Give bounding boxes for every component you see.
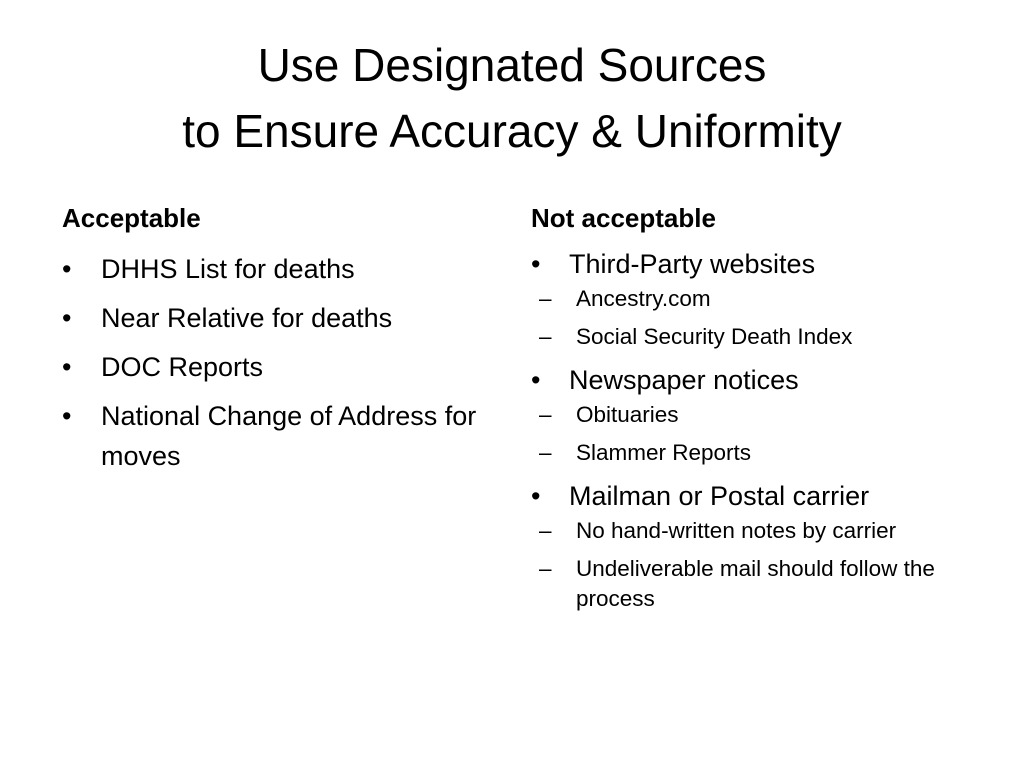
dash-icon: – <box>539 556 552 581</box>
sub-list <box>531 400 991 468</box>
acceptable-column <box>62 198 502 485</box>
list-item-label: Third-Party websites <box>569 249 816 279</box>
not-acceptable-column <box>531 198 991 622</box>
bullet-icon: • <box>531 481 541 511</box>
list-item-label: DOC Reports <box>101 352 264 382</box>
list-item <box>62 396 502 476</box>
list-item <box>62 298 502 338</box>
sub-list-item-label: Ancestry.com <box>576 286 711 311</box>
list-item <box>62 249 502 289</box>
acceptable-heading: Acceptable <box>62 203 201 233</box>
slide-title-line-1: Use Designated Sources <box>257 39 767 91</box>
sub-list-item-label: Obituaries <box>576 402 679 427</box>
sub-list-item <box>531 516 991 546</box>
sub-list-item <box>531 284 991 314</box>
not-acceptable-heading: Not acceptable <box>531 203 716 233</box>
dash-icon: – <box>539 286 552 311</box>
list-item-label: Near Relative for deaths <box>101 303 393 333</box>
dash-icon: – <box>539 402 552 427</box>
bullet-icon: • <box>531 249 541 279</box>
dash-icon: – <box>539 518 552 543</box>
bullet-icon: • <box>62 303 72 333</box>
bullet-icon: • <box>531 365 541 395</box>
list-item-label: Mailman or Postal carrier <box>569 481 870 511</box>
sub-list-container <box>531 516 991 614</box>
sub-list-item-label: Social Security Death Index <box>576 324 853 349</box>
sub-list-item-label: Undeliverable mail should follow the process <box>576 556 935 611</box>
sub-list-item <box>531 400 991 430</box>
sub-list-item <box>531 554 991 614</box>
list-item <box>62 347 502 387</box>
sub-list-item <box>531 322 991 352</box>
list-item-label: DHHS List for deaths <box>101 254 355 284</box>
sub-list-item <box>531 438 991 468</box>
slide-title <box>0 32 1024 164</box>
sub-list-item-label: No hand-written notes by carrier <box>576 518 897 543</box>
sub-list-container <box>531 400 991 468</box>
sub-list <box>531 516 991 614</box>
dash-icon: – <box>539 440 552 465</box>
list-item <box>531 244 991 284</box>
list-item-label: National Change of Address for moves <box>101 401 477 471</box>
dash-icon: – <box>539 324 552 349</box>
list-item <box>531 476 991 516</box>
slide-title-line-2: to Ensure Accuracy & Uniformity <box>182 105 842 157</box>
acceptable-list <box>62 249 502 476</box>
list-item <box>531 360 991 400</box>
bullet-icon: • <box>62 401 72 431</box>
sub-list-item-label: Slammer Reports <box>576 440 752 465</box>
bullet-icon: • <box>62 352 72 382</box>
sub-list-container <box>531 284 991 352</box>
not-acceptable-list <box>531 244 991 614</box>
bullet-icon: • <box>62 254 72 284</box>
sub-list <box>531 284 991 352</box>
list-item-label: Newspaper notices <box>569 365 799 395</box>
